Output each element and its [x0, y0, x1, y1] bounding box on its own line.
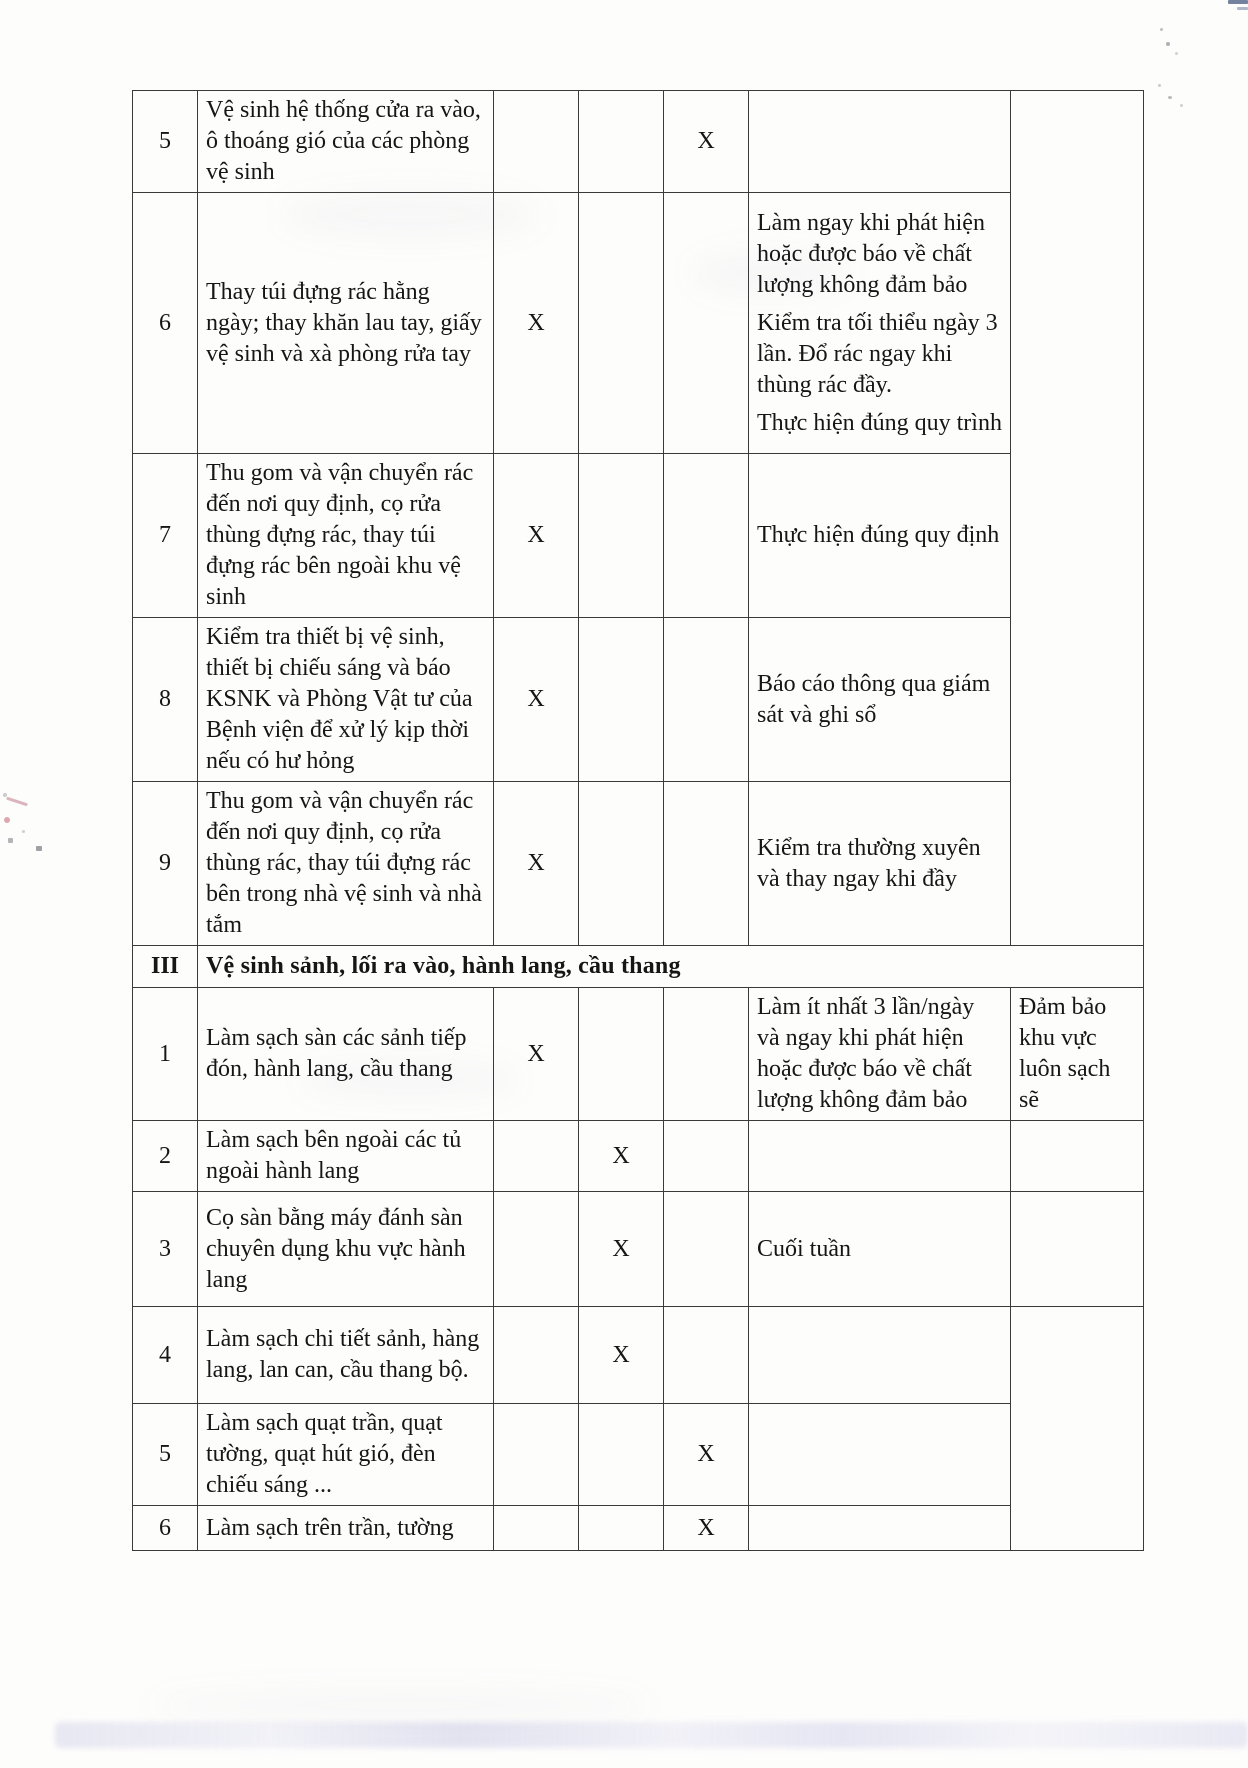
freq-cell-1: X — [494, 618, 579, 782]
table-row — [133, 618, 1144, 782]
remarks-cell — [1011, 1121, 1144, 1192]
freq-cell-2 — [579, 1506, 664, 1551]
scan-speck — [1168, 96, 1172, 99]
note-paragraph: Kiểm tra tối thiểu ngày 3 lần. Đổ rác ngay khi thùng rác đầy. — [757, 309, 998, 398]
freq-cell-3 — [664, 1307, 749, 1404]
scan-speck — [1166, 42, 1170, 46]
notes-cell — [749, 91, 1011, 193]
freq-cell-1: X — [494, 454, 579, 618]
remarks-cell: Đảm bảo khu vực luôn sạch sẽ — [1011, 988, 1144, 1121]
notes-cell: Cuối tuần — [749, 1192, 1011, 1307]
task-cell: Thu gom và vận chuyển rác đến nơi quy định, cọ rửa thùng đựng rác, thay túi đựng rác bên ngoài khu vệ sinh — [198, 454, 494, 618]
table-row — [133, 1192, 1144, 1307]
remarks-cell — [1011, 1192, 1144, 1307]
section-header-row — [133, 946, 1144, 988]
scan-texture-blot — [150, 1690, 650, 1720]
note-paragraph: Làm ngay khi phát hiện hoặc được báo về chất lượng không đảm bảo — [757, 209, 985, 298]
notes-cell — [749, 1307, 1011, 1404]
pen-mark — [8, 838, 13, 843]
note-paragraph: Thực hiện đúng quy trình — [757, 409, 1002, 436]
row-number-cell: 3 — [133, 1192, 198, 1307]
freq-cell-1: X — [494, 782, 579, 946]
task-cell: Kiểm tra thiết bị vệ sinh, thiết bị chiếu sáng và báo KSNK và Phòng Vật tư của Bệnh viện để xử lý kịp thời nếu có hư hỏng — [198, 618, 494, 782]
freq-cell-3 — [664, 193, 749, 454]
scan-speck — [1175, 52, 1178, 55]
task-cell: Làm sạch chi tiết sảnh, hàng lang, lan can, cầu thang bộ. — [198, 1307, 494, 1404]
table-row — [133, 782, 1144, 946]
freq-cell-1 — [494, 1192, 579, 1307]
pen-mark — [22, 830, 25, 833]
notes-cell: Thực hiện đúng quy định — [749, 454, 1011, 618]
notes-cell — [749, 1404, 1011, 1506]
table-row — [133, 454, 1144, 618]
task-cell: Vệ sinh hệ thống cửa ra vào, ô thoáng gió của các phòng vệ sinh — [198, 91, 494, 193]
freq-cell-1: X — [494, 988, 579, 1121]
scan-speck — [1180, 104, 1183, 107]
task-cell: Thu gom và vận chuyển rác đến nơi quy định, cọ rửa thùng rác, thay túi đựng rác bên trong nhà vệ sinh và nhà tắm — [198, 782, 494, 946]
notes-cell: Báo cáo thông qua giám sát và ghi sổ — [749, 618, 1011, 782]
freq-cell-3 — [664, 1121, 749, 1192]
table-row — [133, 91, 1144, 193]
table-row — [133, 1307, 1144, 1404]
row-number-cell: 5 — [133, 1404, 198, 1506]
notes-cell: Làm ít nhất 3 lần/ngày và ngay khi phát hiện hoặc được báo về chất lượng không đảm bảo — [749, 988, 1011, 1121]
pen-mark — [36, 846, 42, 851]
row-number-cell: 6 — [133, 193, 198, 454]
freq-cell-2 — [579, 988, 664, 1121]
scan-corner-mark — [1237, 7, 1248, 10]
table-row — [133, 1121, 1144, 1192]
row-number-cell: 6 — [133, 1506, 198, 1551]
freq-cell-2: X — [579, 1192, 664, 1307]
freq-cell-2 — [579, 454, 664, 618]
freq-cell-2 — [579, 782, 664, 946]
task-cell: Cọ sàn bằng máy đánh sàn chuyên dụng khu vực hành lang — [198, 1192, 494, 1307]
pen-mark — [4, 817, 10, 823]
scan-bleed-band — [55, 1722, 1248, 1748]
table-row — [133, 193, 1144, 454]
task-cell: Làm sạch bên ngoài các tủ ngoài hành lang — [198, 1121, 494, 1192]
row-number-cell: 7 — [133, 454, 198, 618]
task-cell: Làm sạch trên trần, tường — [198, 1506, 494, 1551]
scan-corner-mark — [1228, 0, 1248, 4]
section-number-cell: III — [133, 946, 198, 988]
freq-cell-3 — [664, 454, 749, 618]
pen-mark — [3, 793, 7, 797]
scan-speck — [1160, 28, 1163, 31]
row-number-cell: 9 — [133, 782, 198, 946]
cleaning-schedule-table — [132, 90, 1144, 1551]
freq-cell-2 — [579, 1404, 664, 1506]
table-row — [133, 988, 1144, 1121]
freq-cell-3 — [664, 782, 749, 946]
row-number-cell: 8 — [133, 618, 198, 782]
pen-mark — [6, 797, 28, 807]
notes-cell — [749, 1121, 1011, 1192]
freq-cell-3 — [664, 1192, 749, 1307]
table-row — [133, 1506, 1144, 1551]
freq-cell-3: X — [664, 91, 749, 193]
notes-cell — [749, 193, 1011, 454]
freq-cell-3: X — [664, 1404, 749, 1506]
remarks-merged-cell — [1011, 1307, 1144, 1551]
row-number-cell: 1 — [133, 988, 198, 1121]
freq-cell-3: X — [664, 1506, 749, 1551]
notes-cell — [749, 1506, 1011, 1551]
freq-cell-1: X — [494, 193, 579, 454]
freq-cell-1 — [494, 91, 579, 193]
freq-cell-2 — [579, 618, 664, 782]
task-cell: Làm sạch sàn các sảnh tiếp đón, hành lang, cầu thang — [198, 988, 494, 1121]
freq-cell-3 — [664, 618, 749, 782]
freq-cell-1 — [494, 1506, 579, 1551]
freq-cell-2: X — [579, 1121, 664, 1192]
table-row — [133, 1404, 1144, 1506]
freq-cell-2: X — [579, 1307, 664, 1404]
task-cell: Làm sạch quạt trần, quạt tường, quạt hút gió, đèn chiếu sáng ... — [198, 1404, 494, 1506]
scan-speck — [1158, 84, 1161, 87]
task-cell: Thay túi đựng rác hằng ngày; thay khăn lau tay, giấy vệ sinh và xà phòng rửa tay — [198, 193, 494, 454]
section-title-cell: Vệ sinh sảnh, lối ra vào, hành lang, cầu thang — [198, 946, 1144, 988]
freq-cell-1 — [494, 1307, 579, 1404]
row-number-cell: 2 — [133, 1121, 198, 1192]
freq-cell-2 — [579, 193, 664, 454]
freq-cell-1 — [494, 1121, 579, 1192]
notes-cell: Kiểm tra thường xuyên và thay ngay khi đầy — [749, 782, 1011, 946]
freq-cell-1 — [494, 1404, 579, 1506]
remarks-merged-cell — [1011, 91, 1144, 946]
row-number-cell: 5 — [133, 91, 198, 193]
freq-cell-3 — [664, 988, 749, 1121]
freq-cell-2 — [579, 91, 664, 193]
row-number-cell: 4 — [133, 1307, 198, 1404]
